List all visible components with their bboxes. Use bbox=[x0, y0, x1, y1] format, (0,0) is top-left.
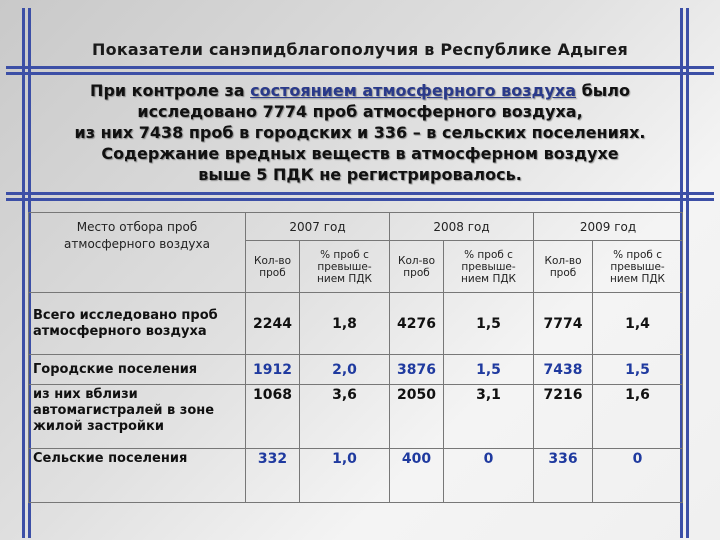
subheader-count: Кол-во проб bbox=[390, 241, 444, 293]
subheader-count: Кол-во проб bbox=[534, 241, 593, 293]
header-year-2008: 2008 год bbox=[390, 213, 534, 241]
cell-value: 0 bbox=[593, 449, 683, 503]
cell-value: 3,1 bbox=[444, 385, 534, 449]
intro-line-1a: При контроле за bbox=[90, 81, 251, 100]
subheader-pct: % проб с превыше-нием ПДК bbox=[444, 241, 534, 293]
cell-value: 1,6 bbox=[593, 385, 683, 449]
intro-line-4: Содержание вредных веществ в атмосферном воздухе bbox=[101, 144, 619, 163]
row-label: Городские поселения bbox=[29, 355, 246, 385]
page-title: Показатели санэпидблагополучия в Республике Адыгея bbox=[92, 40, 628, 59]
cell-value: 3,6 bbox=[300, 385, 390, 449]
cell-value: 1912 bbox=[246, 355, 300, 385]
cell-value: 7216 bbox=[534, 385, 593, 449]
row-label: Всего исследовано проб атмосферного воздуха bbox=[29, 293, 246, 355]
table-row bbox=[29, 293, 683, 355]
cell-value: 1,0 bbox=[300, 449, 390, 503]
subheader-pct: % проб с превыше-нием ПДК bbox=[593, 241, 683, 293]
cell-value: 3876 bbox=[390, 355, 444, 385]
table-row bbox=[29, 355, 683, 385]
cell-value: 4276 bbox=[390, 293, 444, 355]
header-place: Место отбора проб атмосферного воздуха bbox=[29, 213, 246, 293]
cell-value: 1,5 bbox=[444, 293, 534, 355]
data-table bbox=[28, 212, 683, 503]
subheader-pct: % проб с превыше-нием ПДК bbox=[300, 241, 390, 293]
table-row bbox=[29, 385, 683, 449]
cell-value: 400 bbox=[390, 449, 444, 503]
intro-line-2: исследовано 7774 проб атмосферного воздуха, bbox=[137, 102, 583, 121]
cell-value: 2050 bbox=[390, 385, 444, 449]
intro-line-3: из них 7438 проб в городских и 336 – в сельских поселениях. bbox=[74, 123, 646, 142]
row-label: Сельские поселения bbox=[29, 449, 246, 503]
intro-highlight: состоянием атмосферного воздуха bbox=[250, 81, 577, 100]
cell-value: 0 bbox=[444, 449, 534, 503]
header-year-2009: 2009 год bbox=[534, 213, 683, 241]
table-row bbox=[29, 449, 683, 503]
cell-value: 336 bbox=[534, 449, 593, 503]
cell-value: 7438 bbox=[534, 355, 593, 385]
intro-line-1b: было bbox=[576, 81, 630, 100]
intro-text bbox=[40, 80, 680, 185]
header-year-2007: 2007 год bbox=[246, 213, 390, 241]
subheader-count: Кол-во проб bbox=[246, 241, 300, 293]
cell-value: 1,5 bbox=[593, 355, 683, 385]
intro-line-5: выше 5 ПДК не регистрировалось. bbox=[198, 165, 522, 184]
cell-value: 1,4 bbox=[593, 293, 683, 355]
cell-value: 332 bbox=[246, 449, 300, 503]
cell-value: 1,5 bbox=[444, 355, 534, 385]
row-label: из них вблизи автомагистралей в зоне жилой застройки bbox=[29, 385, 246, 449]
cell-value: 2,0 bbox=[300, 355, 390, 385]
cell-value: 2244 bbox=[246, 293, 300, 355]
cell-value: 7774 bbox=[534, 293, 593, 355]
cell-value: 1,8 bbox=[300, 293, 390, 355]
cell-value: 1068 bbox=[246, 385, 300, 449]
